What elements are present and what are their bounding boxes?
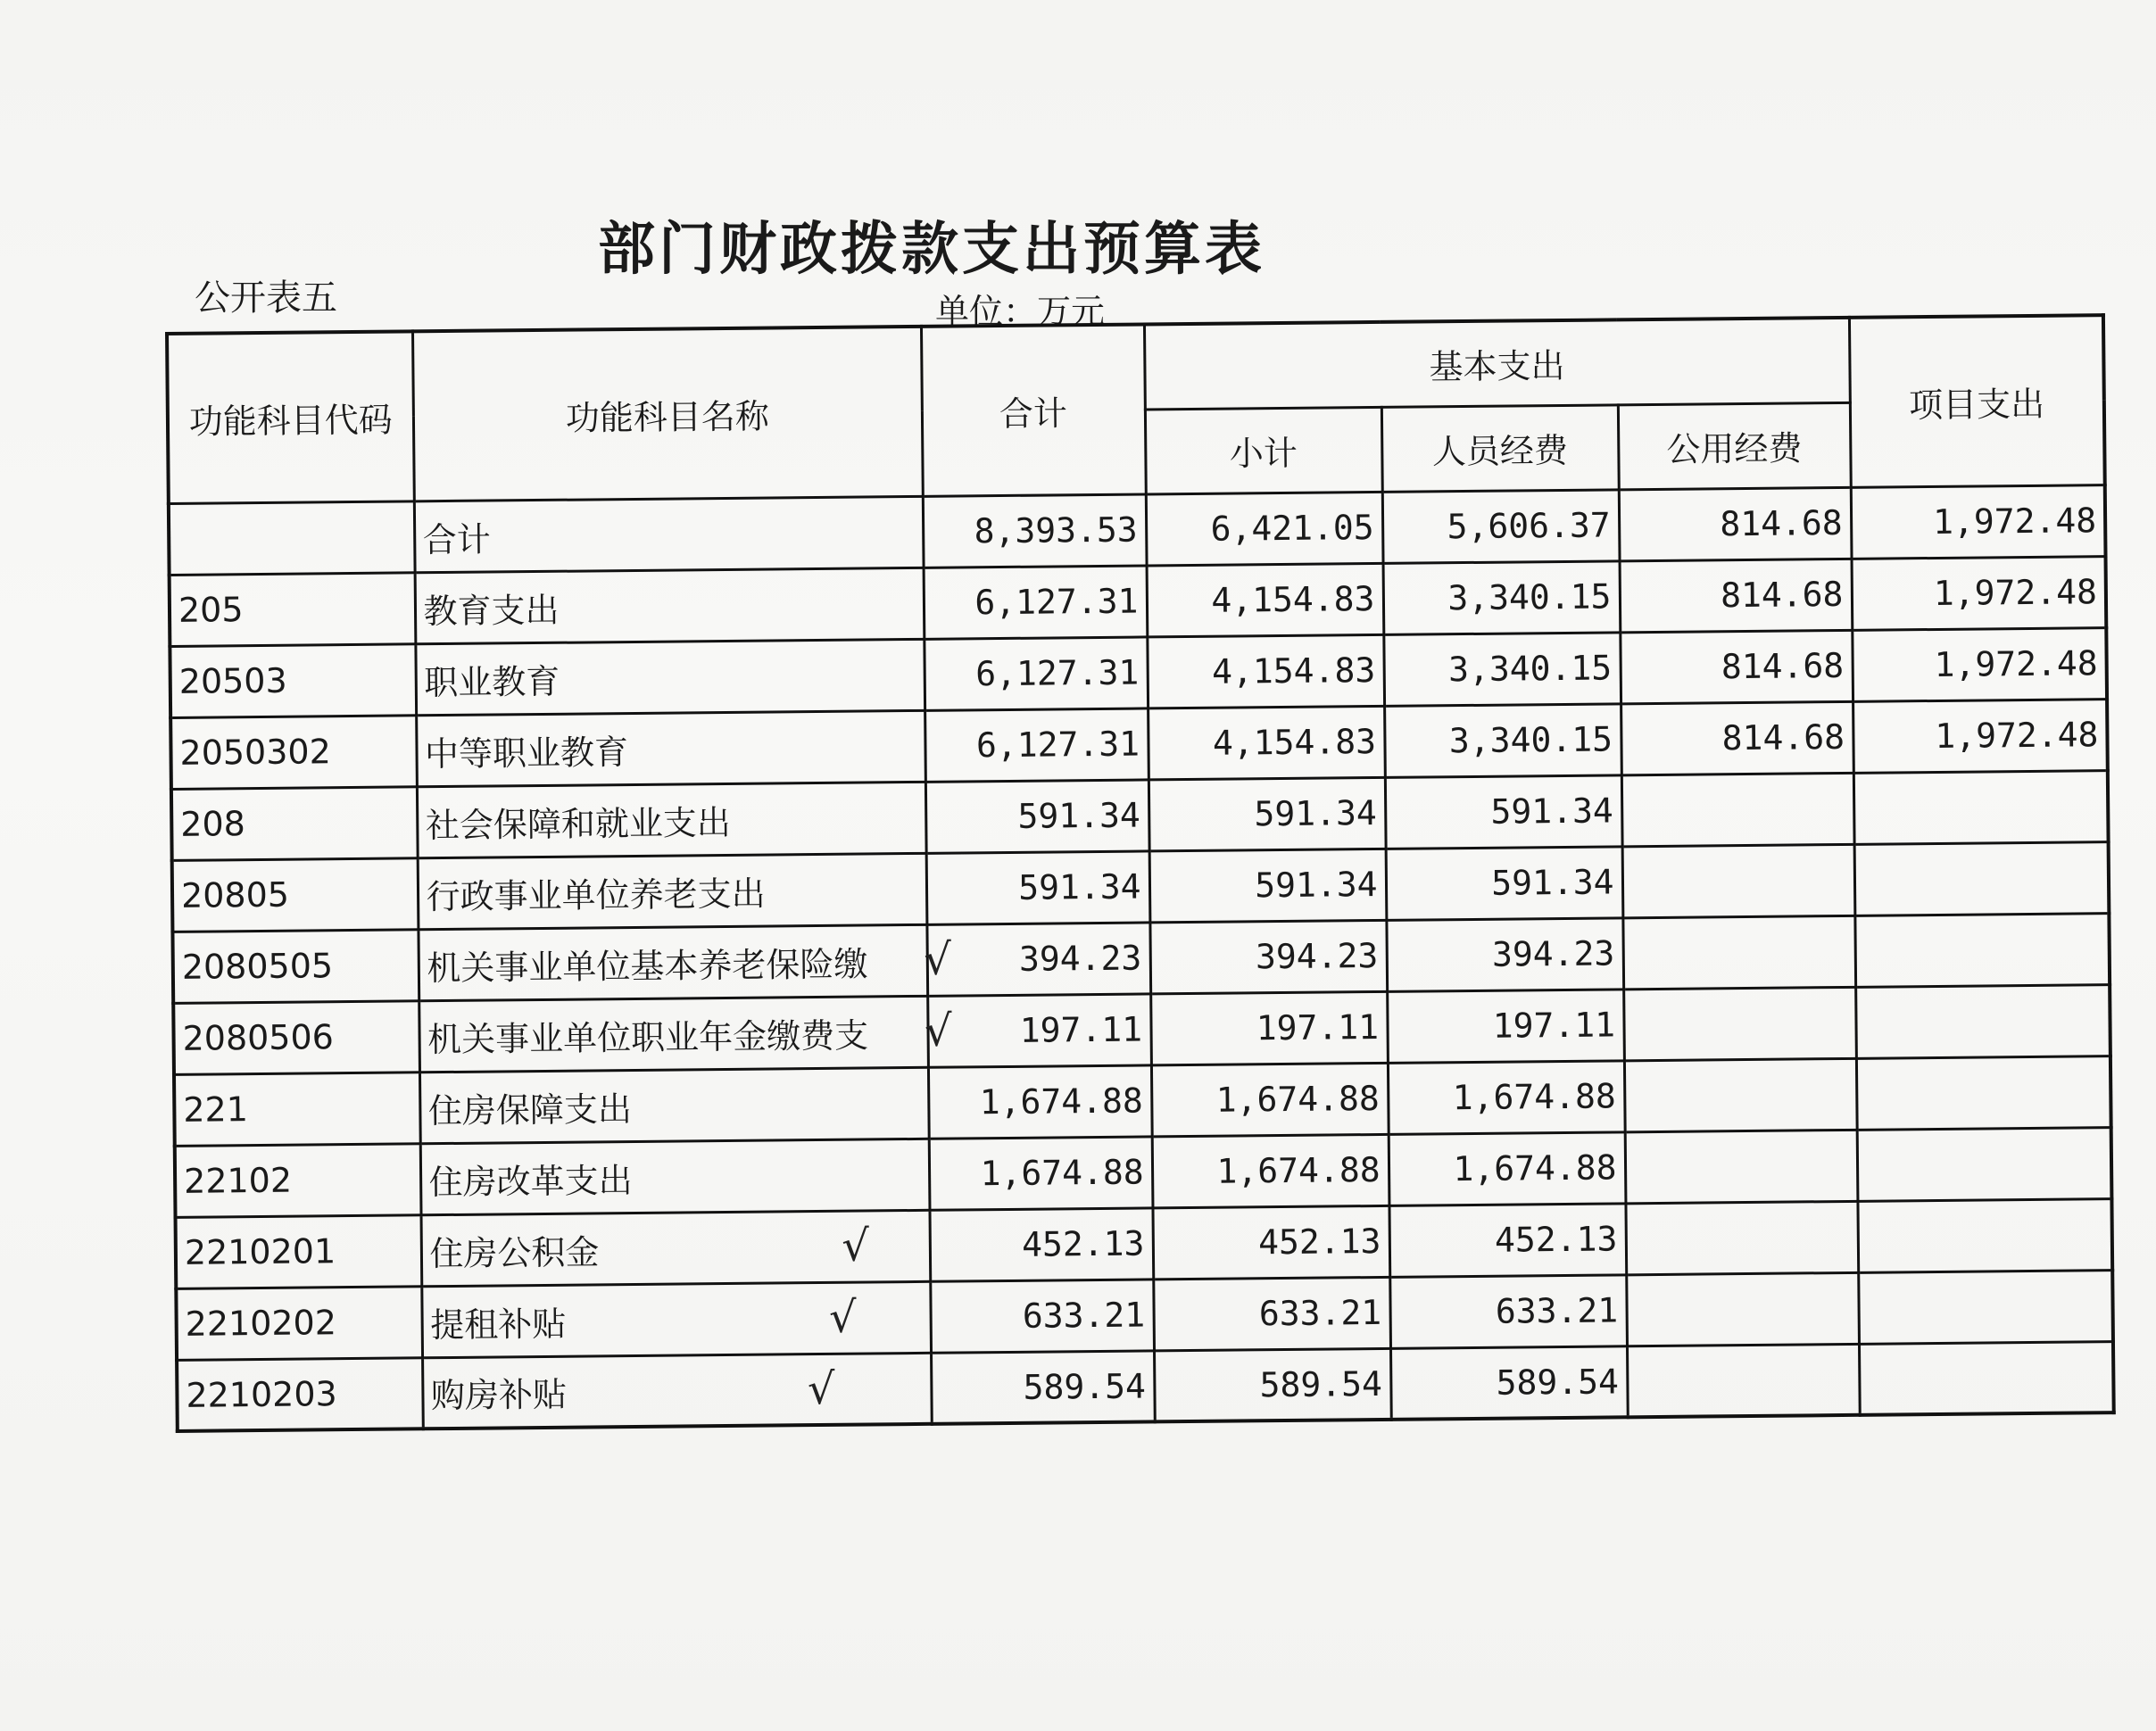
header-basic: 基本支出 [1144,318,1850,410]
cell-public [1619,487,1852,560]
total-value: 8,393.53 [974,509,1138,551]
code-value: 205 [178,590,244,630]
cell-name [416,710,925,786]
name-value: 购房补贴 [430,1374,568,1416]
budget-table [165,313,2116,1433]
cell-project [1859,1341,2114,1415]
cell-subtotal [1149,849,1387,923]
cell-code [171,786,418,860]
name-value: 中等职业教育 [424,732,629,774]
document-title: 部门财政拨款支出预算表 [598,217,1265,283]
header-public: 公用经费 [1618,402,1851,489]
personnel-value: 394.23 [1491,933,1615,974]
cell-project [1857,1198,2112,1272]
subtotal-value: 589.54 [1259,1363,1383,1405]
cell-project [1858,1270,2113,1344]
code-value: 22102 [183,1160,293,1201]
cell-subtotal [1148,777,1386,851]
cell-total [929,1136,1153,1209]
budget-table-container [165,313,2112,1433]
total-value: 6,127.31 [974,581,1139,623]
cell-total [928,1064,1152,1138]
personnel-value: 633.21 [1495,1290,1619,1331]
cell-personnel [1386,917,1623,991]
cell-code [175,1143,421,1217]
cell-project [1854,841,2110,915]
checkmark-icon: √ [828,1292,857,1343]
personnel-value: 3,340.15 [1448,719,1613,761]
personnel-value: 3,340.15 [1447,576,1612,618]
table-body [169,485,2114,1431]
cell-personnel [1387,989,1624,1063]
cell-public [1625,1130,1858,1203]
cell-personnel [1384,703,1621,777]
personnel-value: 197.11 [1492,1005,1616,1046]
checkmark-icon: √ [924,1006,952,1056]
cell-name [420,1139,930,1214]
cell-personnel [1386,846,1623,920]
code-value: 2210203 [186,1373,337,1415]
total-value: 1,674.88 [980,1152,1144,1194]
cell-name [422,1353,932,1429]
header-personnel: 人员经费 [1381,404,1619,492]
cell-project [1857,1127,2112,1201]
cell-code [169,501,415,575]
name-value: 住房保障支出 [427,1089,633,1131]
project-value: 1,972.48 [1934,643,2098,684]
cell-total [925,779,1149,852]
cell-public [1621,701,1853,774]
header-name: 功能科目名称 [412,327,923,501]
project-value: 1,972.48 [1935,715,2099,756]
name-value: 合计 [422,519,491,559]
cell-code [173,1000,419,1074]
cell-personnel [1389,1131,1626,1205]
cell-subtotal [1150,991,1388,1065]
header-code: 功能科目代码 [167,331,414,503]
header-subtotal: 小计 [1145,407,1382,494]
personnel-value: 589.54 [1496,1362,1620,1403]
cell-name [417,782,926,857]
personnel-value: 1,674.88 [1452,1076,1617,1118]
cell-project [1852,556,2107,630]
public-value: 814.68 [1720,502,1843,544]
cell-public [1627,1344,1860,1417]
cell-personnel [1389,1203,1626,1277]
name-value: 机关事业单位职业年金缴费支 [427,1015,869,1059]
cell-subtotal [1147,634,1384,708]
cell-project [1854,913,2110,987]
cell-subtotal [1146,492,1383,566]
name-value: 住房改革支出 [428,1160,633,1202]
subtotal-value: 1,674.88 [1215,1078,1381,1120]
total-value: 591.34 [1018,866,1141,907]
personnel-value: 452.13 [1494,1219,1618,1260]
cell-project [1853,699,2108,773]
cell-total [931,1350,1155,1423]
cell-subtotal [1153,1277,1390,1351]
cell-public [1622,844,1855,917]
code-value: 20503 [178,660,287,701]
name-value: 住房公积金 [429,1231,600,1273]
total-value: 633.21 [1022,1295,1146,1336]
personnel-value: 1,674.88 [1453,1147,1617,1189]
form-code-label: 公开表五 [195,277,337,319]
cell-name [414,496,924,572]
checkmark-icon: √ [807,1363,835,1414]
cell-project [1855,984,2110,1058]
cell-personnel [1382,489,1620,563]
name-value: 职业教育 [424,661,560,702]
cell-name [419,996,952,1072]
code-value: 2080505 [181,946,334,987]
cell-public [1621,773,1854,846]
header-total: 合计 [921,324,1146,495]
personnel-value: 5,606.37 [1447,505,1611,547]
total-value: 6,127.31 [974,652,1140,694]
cell-project [1851,485,2106,559]
cell-code [170,715,417,789]
cell-personnel [1385,774,1622,849]
cell-total [926,850,1150,923]
cell-code [174,1072,420,1146]
table-header [167,315,2105,503]
cell-name [421,1281,931,1357]
code-value: 2080506 [182,1017,335,1058]
cell-subtotal [1151,1063,1389,1137]
name-value: 提租补贴 [429,1304,567,1345]
code-value: 2210201 [184,1231,336,1272]
cell-project [1856,1056,2111,1130]
subtotal-value: 591.34 [1254,792,1377,834]
cell-code [177,1357,423,1431]
total-value: 197.11 [1019,1009,1143,1050]
total-value: 591.34 [1017,795,1140,836]
cell-public [1620,630,1853,703]
total-value: 6,127.31 [975,724,1140,766]
total-value: 589.54 [1023,1366,1147,1407]
cell-name [418,924,952,1000]
subtotal-value: 394.23 [1255,935,1379,977]
subtotal-value: 6,421.05 [1210,508,1374,549]
cell-subtotal [1147,563,1384,637]
name-value: 社会保障和就业支出 [425,802,732,845]
code-value: 20805 [180,874,290,915]
checkmark-icon: √ [924,934,952,985]
subtotal-value: 1,674.88 [1216,1149,1381,1191]
cell-public [1625,1201,1858,1274]
cell-name [421,1210,931,1286]
personnel-value: 591.34 [1490,791,1613,832]
cell-code [170,572,416,646]
cell-total [924,636,1148,709]
header-project: 项目支出 [1849,315,2105,487]
cell-personnel [1383,560,1621,634]
cell-public [1622,915,1855,989]
cell-personnel [1390,1346,1628,1420]
cell-total [924,993,1151,1066]
cell-code [170,643,416,717]
cell-public [1626,1272,1859,1346]
cell-total [925,708,1148,781]
cell-total [924,565,1148,638]
cell-subtotal [1154,1348,1391,1422]
cell-name [415,639,925,715]
cell-project [1853,770,2109,844]
code-value: 2210202 [185,1303,337,1344]
project-value: 1,972.48 [1932,501,2097,542]
total-value: 1,674.88 [979,1081,1144,1122]
cell-name [418,853,927,929]
cell-code [172,929,419,1003]
project-value: 1,972.48 [1933,572,2098,613]
cell-total [930,1279,1154,1352]
name-value: 行政事业单位养老支出 [426,874,766,916]
public-value: 814.68 [1721,645,1845,687]
code-value: 221 [183,1089,249,1130]
cell-subtotal [1152,1134,1389,1208]
checkmark-icon: √ [842,1220,870,1271]
cell-public [1624,1058,1857,1131]
subtotal-value: 197.11 [1256,1006,1380,1048]
cell-name [419,1067,929,1143]
subtotal-value: 591.34 [1255,864,1378,906]
code-value: 2050302 [179,732,331,773]
name-value: 教育支出 [423,590,560,631]
public-value: 814.68 [1720,574,1844,616]
name-value: 机关事业单位基本养老保险缴 [427,943,868,988]
subtotal-value: 633.21 [1258,1292,1382,1334]
unit-label: 单位：万元 [935,292,1106,331]
cell-project [1852,627,2107,701]
code-value: 208 [180,804,246,844]
subtotal-value: 4,154.83 [1211,579,1375,620]
cell-total [923,493,1147,567]
cell-code [176,1214,422,1288]
personnel-value: 3,340.15 [1447,648,1613,690]
cell-personnel [1383,632,1621,706]
cell-name [415,567,925,643]
cell-total [926,922,1150,995]
cell-code [172,857,419,932]
cell-subtotal [1149,920,1387,994]
subtotal-value: 452.13 [1257,1221,1381,1263]
subtotal-value: 4,154.83 [1211,650,1376,692]
cell-personnel [1389,1274,1627,1348]
subtotal-value: 4,154.83 [1212,721,1377,763]
total-value: 394.23 [1018,938,1142,979]
cell-public [1623,987,1856,1060]
cell-code [176,1286,422,1360]
cell-total [929,1207,1153,1280]
cell-public [1620,559,1853,632]
cell-personnel [1388,1060,1625,1134]
total-value: 452.13 [1021,1223,1145,1264]
cell-subtotal [1148,706,1385,780]
cell-subtotal [1152,1205,1389,1280]
personnel-value: 591.34 [1491,862,1614,903]
public-value: 814.68 [1721,716,1845,758]
